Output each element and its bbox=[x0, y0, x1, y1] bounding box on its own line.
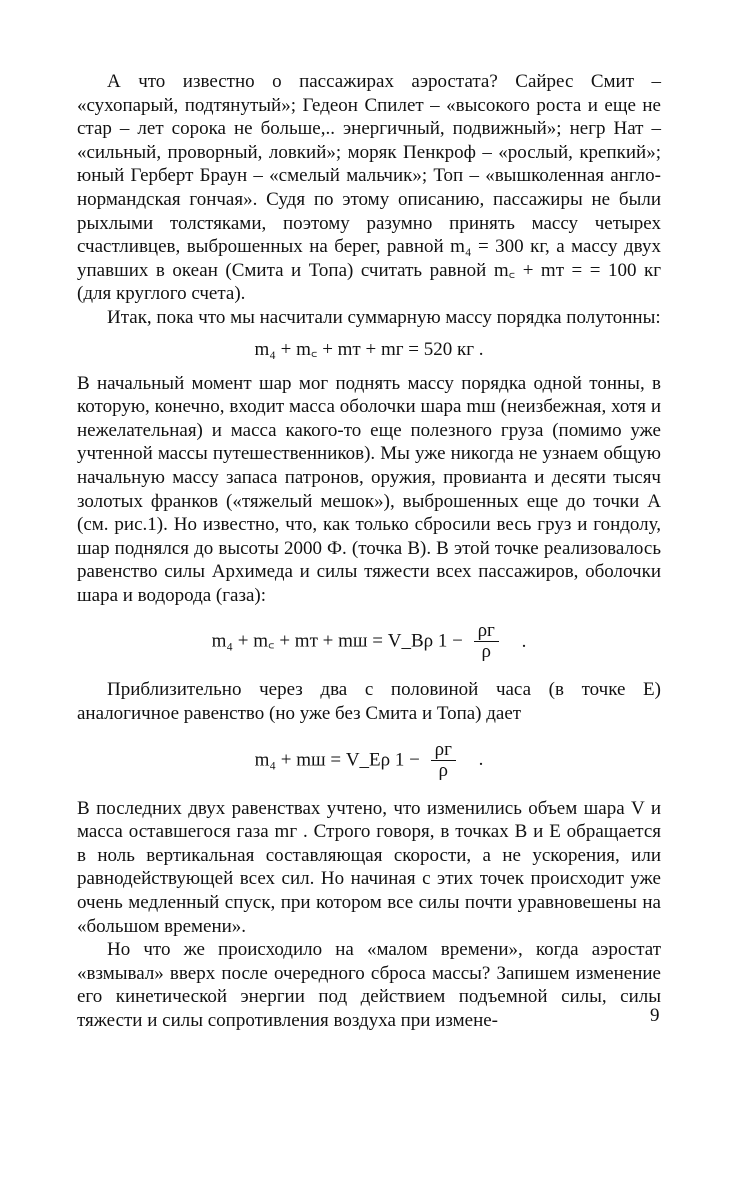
formula-point-e-fraction bbox=[431, 740, 456, 781]
formula-total-mass bbox=[77, 338, 661, 362]
formula-point-b-tail: . bbox=[521, 630, 527, 652]
fraction-numerator: ρг bbox=[431, 740, 456, 761]
fraction-denominator: ρ bbox=[438, 759, 448, 781]
paragraph-4: Приблизительно через два с половиной часа (в точке E) аналогичное равенство (но уже без Смита и Топа) дает bbox=[77, 679, 661, 725]
formula-point-e-tail: . bbox=[478, 749, 484, 771]
text-block bbox=[77, 70, 661, 1033]
formula-point-b bbox=[77, 621, 661, 662]
paragraph-6: Но что же происходило на «малом времени», когда аэростат «взмывал» вверх после очередного сброса массы? Запишем изменение его кинетической энергии под действием подъемной силы, силы тяжести и силы сопротивления воздуха при измене- bbox=[77, 939, 661, 1031]
formula-point-b-one-minus: 1 − bbox=[437, 630, 463, 652]
fraction-denominator: ρ bbox=[481, 641, 491, 663]
formula-total-mass-expr: m₄ + m꜀ + mᴛ + mг = 520 кг bbox=[254, 338, 475, 360]
formula-point-e-one-minus: 1 − bbox=[394, 749, 420, 771]
paragraph-5: В последних двух равенствах учтено, что изменились объем шара V и масса оставшегося газа mг . Строго говоря, в точках B и E обращается в ноль вертикальная составляющая скорости, а не ускорения, или равнодействующей всех сил. Но начиная с этих точек происходит уже очень медленный спуск, при котором все силы почти уравновешены на «большом времени». bbox=[77, 797, 661, 937]
formula-point-e-lhs: m₄ + mш = V_Eρ bbox=[254, 749, 391, 771]
formula-point-b-fraction bbox=[474, 621, 499, 662]
paragraph-1: А что известно о пассажирах аэростата? Сайрес Смит – «сухопарый, подтянутый»; Гедеон Спилет – «высокого роста и еще не стар – лет сорока не больше,.. энергичный, подвижный»; негр Нат – «сильный, проворный, ловкий»; моряк Пенкроф – «рослый, крепкий»; юный Герберт Браун – «смелый мальчик»; Топ – «вышколенная англо-нормандская гончая». Судя по этому описанию, пассажиры не были рыхлыми толстяками, поэтому разумно принять массу четырех счастливцев, выброшенных на берег, равной m₄ = 300 кг, а массу двух упавших в океан (Смита и Топа) считать равной m꜀ + mᴛ = = 100 кг (для круглого счета). bbox=[77, 71, 661, 305]
fraction-numerator: ρг bbox=[474, 621, 499, 642]
formula-point-e bbox=[77, 740, 661, 781]
paragraph-3: В начальный момент шар мог поднять массу порядка одной тонны, в которую, конечно, входит масса оболочки шара mш (неизбежная, хотя и нежелательная) и масса какого-то еще полезного груза (помимо уже учтенной массы путешественников). Мы уже никогда не узнаем общую начальную массу запаса патронов, оружия, провианта и десяти тысяч золотых франков («тяжелый мешок»), выброшенных еще до точки A (см. рис.1). Но известно, что, как только сбросили весь груз и гондолу, шар поднялся до высоты 2000 Ф. (точка B). В этой точке реализовалось равенство силы Архимеда и силы тяжести всех пассажиров, оболочки шара и водорода (газа): bbox=[77, 372, 661, 606]
page-number: 9 bbox=[650, 1005, 660, 1026]
formula-total-mass-tail: . bbox=[478, 338, 484, 360]
paragraph-2: Итак, пока что мы насчитали суммарную массу порядка полутонны: bbox=[107, 306, 661, 328]
formula-point-b-lhs: m₄ + m꜀ + mᴛ + mш = V_Bρ bbox=[211, 630, 434, 652]
